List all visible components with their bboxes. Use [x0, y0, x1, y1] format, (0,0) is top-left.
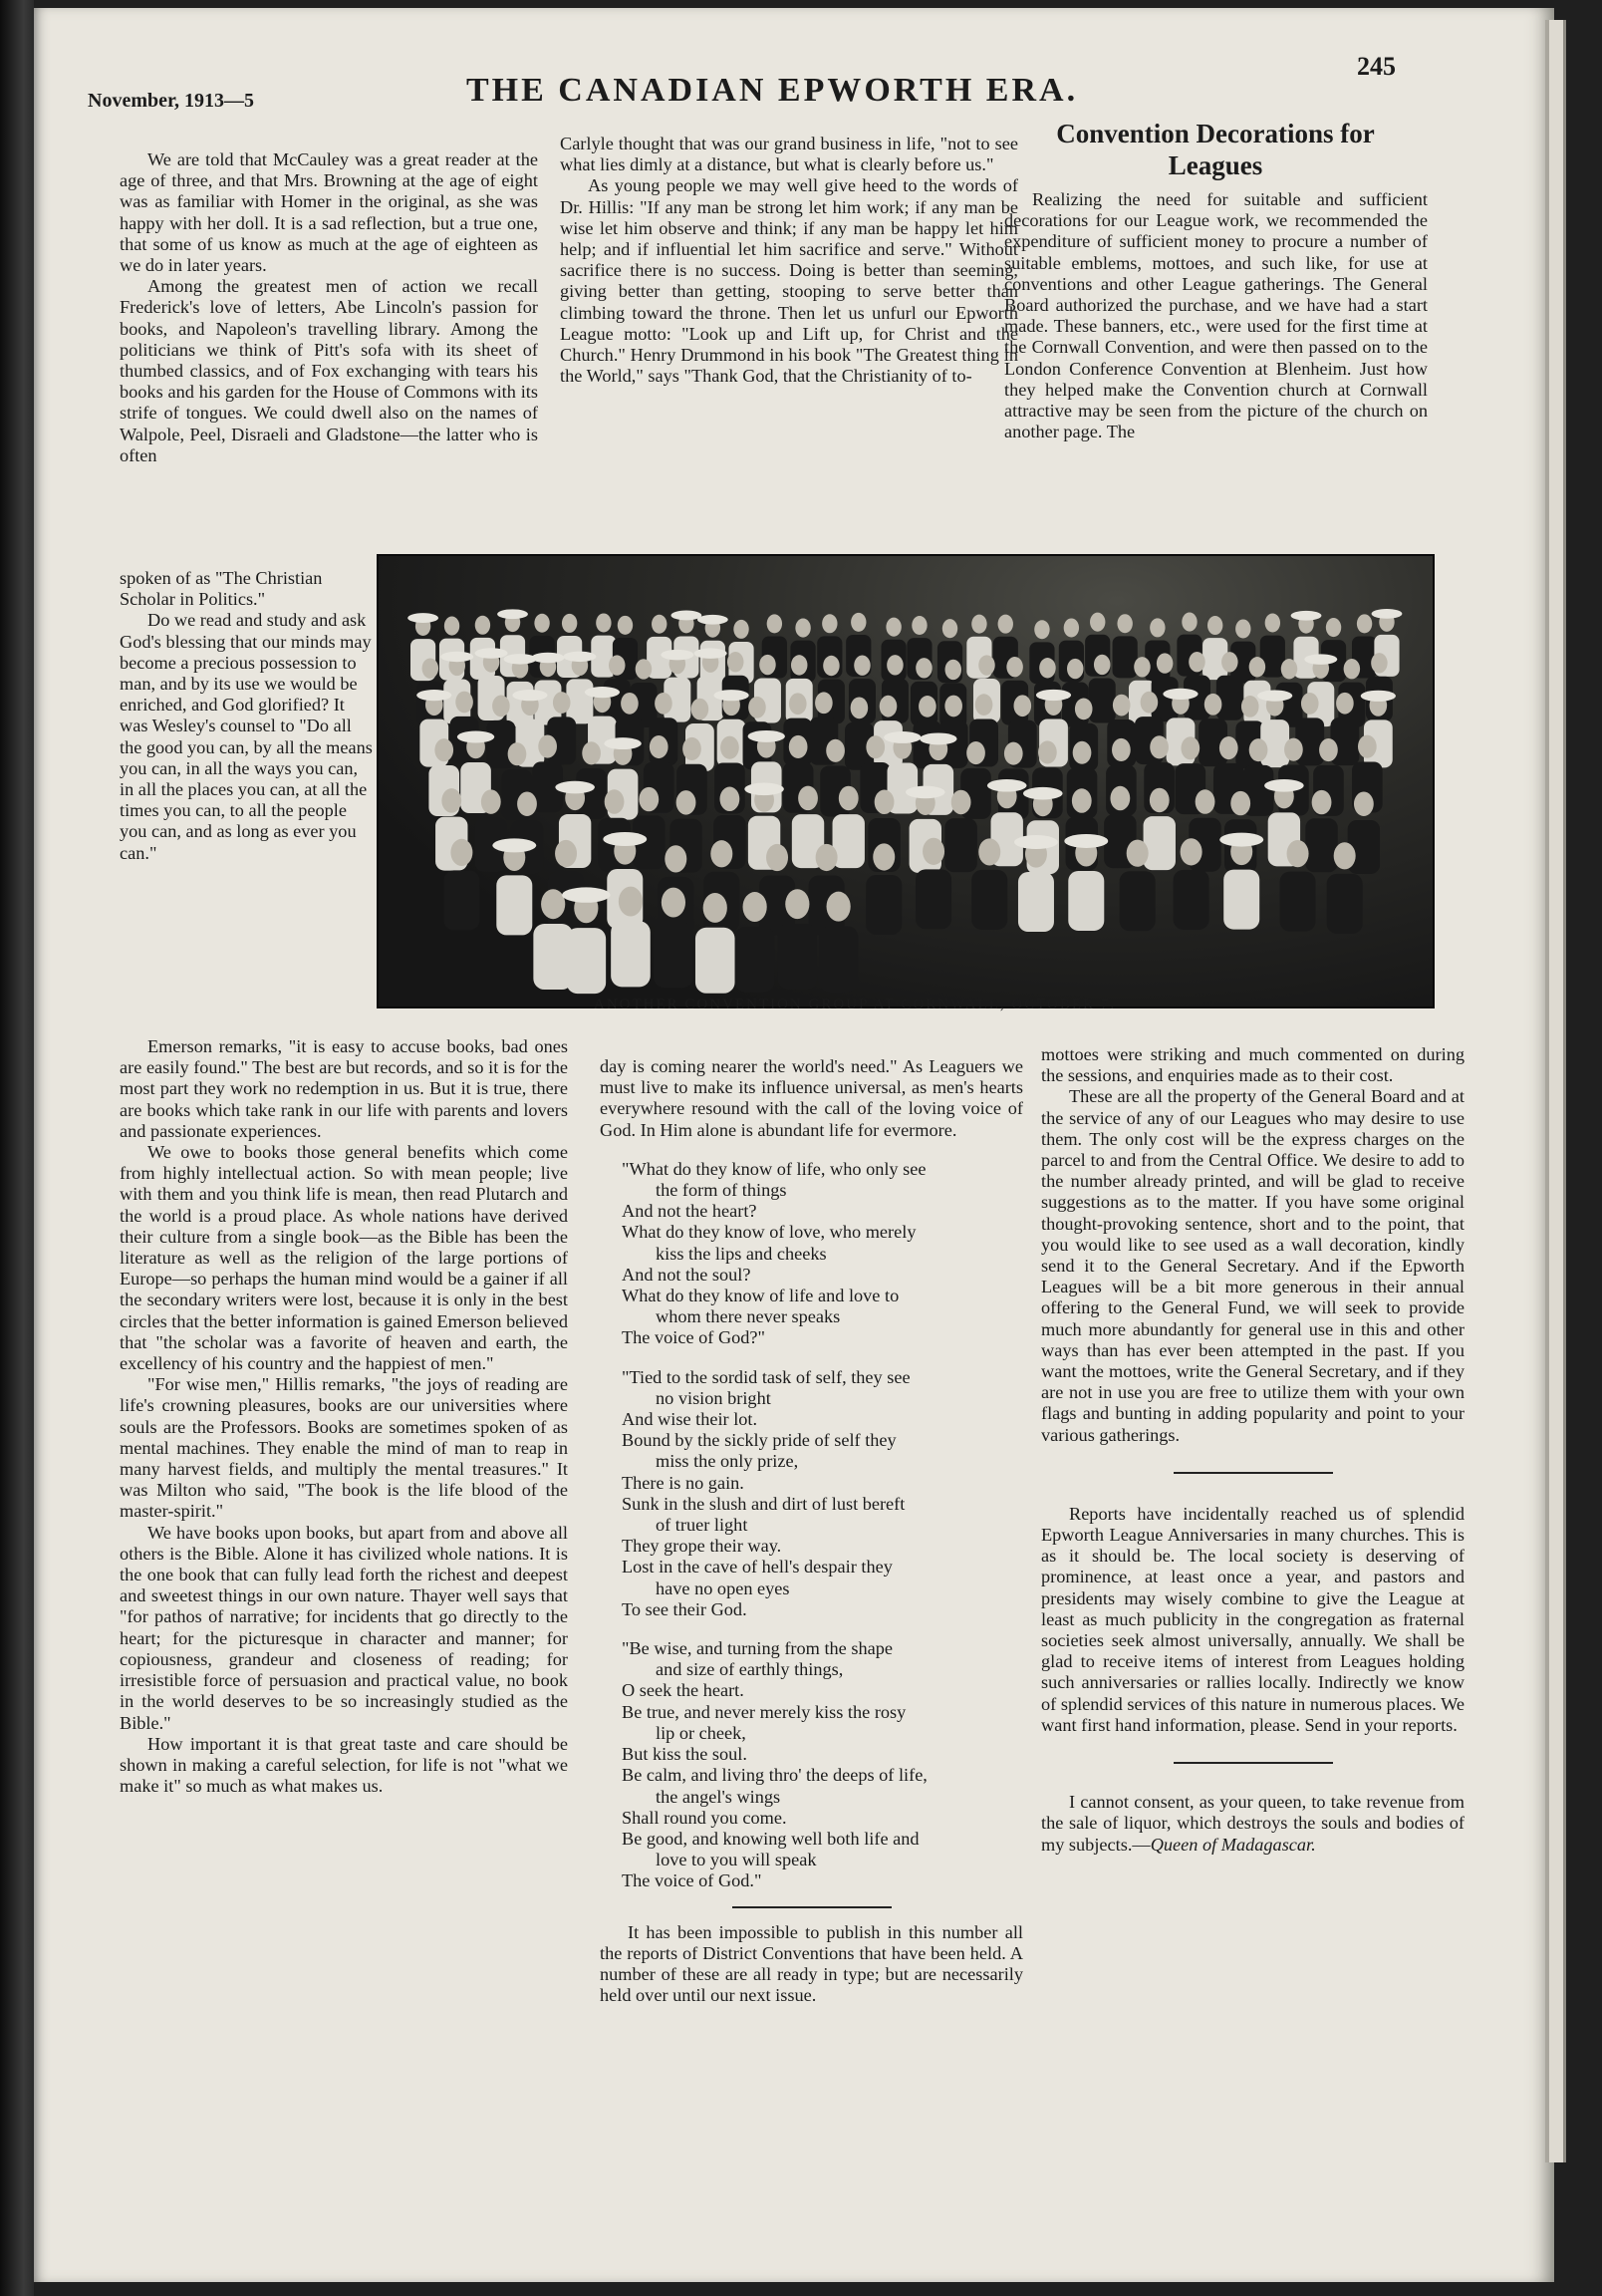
hat: [1304, 654, 1337, 665]
poem-line: Be good, and knowing well both life and: [622, 1828, 920, 1849]
person-face: [1336, 693, 1354, 715]
poem-line: Be true, and never merely kiss the rosy: [622, 1701, 907, 1722]
person-face: [942, 619, 957, 638]
person-body: [819, 926, 859, 992]
poem-line: miss the only prize,: [656, 1451, 799, 1472]
person-body: [443, 870, 479, 930]
person-body: [735, 927, 775, 993]
person-face: [1371, 653, 1388, 673]
paragraph: We owe to books those general benefits which come from highly intellectual action. So with mean people; live with them and you think life is mean, then read Plutarch and the world is a proud place. As whole nations have derived their culture from a single book—as the Bible has been the literature as well as the religion of the large portions of Europe—so perhaps the human mind would be a gainer if all the secondary writers were lost, because it is only in the best circles that the better information is gained Emerson believed that "the scholar was a favorite of heaven and earth, the excellency of his country and the happiest of men.": [120, 1142, 568, 1374]
person-face: [1189, 652, 1205, 672]
person-face: [1113, 695, 1131, 717]
person-face: [1241, 696, 1259, 718]
person-face: [759, 655, 776, 675]
paragraph: Emerson remarks, "it is easy to accuse books, bad ones are easily found." The best are but records, and so it is for the most part they work no redemption in us. But it is true, there are books which take rank in our life with parents and lovers and passionate experiences.: [120, 1036, 568, 1141]
person-face: [1034, 620, 1049, 639]
person-face: [791, 655, 808, 675]
person-body: [916, 869, 951, 929]
person-face: [854, 655, 871, 675]
person-face: [1230, 791, 1250, 815]
paragraph: mottoes were striking and much commented on during the sessions, and enquiries made as to their cost.: [1041, 1044, 1465, 1086]
hat: [562, 887, 610, 902]
person-face: [1004, 742, 1023, 765]
paragraph: How important it is that great taste and care should be shown in making a careful selection, for life is not "what we make it" so much as what makes us.: [120, 1733, 568, 1797]
person-face: [789, 693, 807, 715]
person-face: [1064, 618, 1079, 637]
person-face: [621, 693, 639, 715]
poem-line: lip or cheek,: [656, 1722, 746, 1743]
person-face: [1182, 613, 1197, 632]
person-face: [971, 615, 986, 634]
quote-text: I cannot consent, as your queen, to take revenue from the sale of liquor, which destroys the souls and bodies of my subjects.—: [1041, 1792, 1465, 1855]
person-face: [975, 694, 993, 716]
person-face: [1219, 736, 1238, 759]
person-body: [1174, 870, 1209, 930]
poem-line: "Tied to the sordid task of self, they see: [622, 1366, 911, 1387]
paragraph: We have books upon books, but apart from and above all others is the Bible. Alone it has civilized whole nations. It is the one book that can fully lead forth the richest and deepest and sweetest things in our own nature. Thayer well says that "for pathos of narrative; for incidents that go directly to the heart; for the picturesque in character and manner; for copiousness, grandeur and closeness of reading; for irresistible force of persuasion and practical value, no book in the world deserves to be so increasingly studied as the Bible.": [120, 1522, 568, 1733]
person-body: [971, 870, 1007, 930]
poem-line: They grope their way.: [622, 1536, 782, 1557]
poem-line: the form of things: [656, 1180, 787, 1201]
person-face: [710, 840, 732, 867]
person-face: [798, 786, 818, 810]
poem-line: kiss the lips and cheeks: [656, 1243, 827, 1264]
person-body: [1144, 816, 1176, 870]
hat: [920, 732, 956, 744]
person-face: [851, 697, 869, 718]
person-face: [1265, 613, 1280, 632]
person-face: [618, 616, 633, 635]
person-face: [733, 620, 748, 639]
person-face: [517, 791, 537, 815]
notice-paragraph: It has been impossible to publish in this number all the reports of District Conventions that have been held. A number of these are all ready in type; but are necessarily held over until our next issue.: [600, 1921, 1023, 2006]
paragraph: These are all the property of the General Board and at the service of any of our Leagues who may desire to use them. The only cost will be the express charges on the parcel to and from the Central Office. We desire to add to the number already printed, and will be glad to receive suggestions as to the matter. If you have some original thought-provoking sentence, short and to the point, that you would like to see used as a wall decoration, kindly send it to the General Secretary. And if the Epworth Leagues will be a bit more generous in their annual offering to the General Fund, we will seek to provide much more abundantly for general use in this and other ways than has ever been attempted in the past. If you want the mottoes, write the General Secretary, and if they are not in use you are free to utilize them with your own flags and bunting in adding popularity and point to your various gatherings.: [1041, 1086, 1465, 1445]
person-face: [887, 655, 904, 675]
person-face: [444, 617, 459, 636]
person-face: [1112, 738, 1131, 761]
person-face: [1110, 786, 1130, 810]
person-face: [1181, 838, 1202, 865]
poem-stanza: [600, 1367, 1023, 1620]
person-face: [748, 697, 766, 718]
crowd-figures: [379, 556, 1433, 1006]
poem-line: There is no gain.: [622, 1472, 744, 1493]
person-body: [778, 924, 818, 990]
person-face: [827, 892, 851, 922]
person-face: [655, 693, 672, 715]
person-face: [562, 614, 577, 633]
person-face: [481, 789, 501, 813]
person-face: [1141, 692, 1159, 714]
person-face: [639, 787, 659, 811]
person-face: [703, 893, 727, 923]
person-face: [1150, 618, 1165, 637]
paragraph: Do we read and study and ask God's blessing that our minds may become a precious possession to man, and by its use we would be enriched, and God glorified? It was Wesley's counsel to "Do all the good you can, by all the means you can, in all the ways you can, in all the places you can, at all the times you can, to all the people you can, and as long as ever you can.": [120, 610, 373, 863]
hat: [744, 782, 784, 795]
section-divider: [1174, 1762, 1333, 1764]
person-body: [1280, 872, 1316, 932]
person-face: [596, 613, 611, 632]
page-edge: [1545, 20, 1566, 2162]
poem-line: Be calm, and living thro' the deeps of life,: [622, 1765, 928, 1786]
person-face: [682, 737, 701, 760]
person-face: [816, 844, 838, 871]
person-face: [1090, 613, 1105, 632]
poem-line: "Be wise, and turning from the shape: [622, 1638, 893, 1659]
poem-line: and size of earthly things,: [656, 1659, 844, 1680]
person-body: [1068, 871, 1104, 931]
middle-column-bottom: [600, 1056, 1023, 2006]
hat: [1361, 691, 1396, 702]
person-face: [1235, 619, 1250, 638]
poem: [600, 1159, 1023, 1892]
person-face: [851, 613, 866, 632]
paragraph: Carlyle thought that was our grand business in life, "not to see what lies dimly at a distance, but what is clearly before us.": [560, 134, 1018, 175]
poem-line: But kiss the soul.: [622, 1744, 747, 1765]
person-body: [866, 875, 902, 935]
hat: [1257, 691, 1292, 702]
person-body: [1327, 874, 1363, 934]
right-column-top: [1004, 189, 1428, 442]
person-body: [567, 928, 607, 994]
person-face: [1127, 840, 1149, 867]
hat: [504, 654, 537, 665]
person-body: [944, 818, 976, 872]
person-face: [919, 696, 936, 718]
person-face: [1073, 741, 1092, 764]
person-face: [541, 889, 565, 919]
paragraph: We are told that McCauley was a great reader at the age of three, and that Mrs. Browning at the age of eight was as familiar with Homer in the original, as she was happy with her doll. It is a sad reflection, but a true one, that some of us know as much at the age of eighteen as we do in later years.: [120, 149, 538, 276]
left-column-top: [120, 149, 538, 466]
person-face: [822, 614, 837, 633]
poem-line: of truer light: [656, 1515, 748, 1536]
person-face: [553, 692, 571, 714]
hat: [884, 731, 921, 743]
person-face: [676, 790, 696, 814]
person-face: [1072, 788, 1092, 812]
person-face: [1181, 736, 1200, 759]
person-face: [1301, 693, 1319, 715]
person-face: [1344, 659, 1361, 679]
person-face: [1357, 614, 1372, 633]
hat: [713, 690, 748, 701]
masthead-title: THE CANADIAN EPWORTH ERA.: [466, 72, 1079, 109]
person-face: [839, 786, 859, 810]
person-face: [636, 659, 653, 679]
poem-line: And not the soul?: [622, 1264, 751, 1285]
person-face: [1287, 840, 1309, 867]
person-face: [866, 735, 885, 758]
person-body: [1223, 870, 1259, 930]
group-photograph: [377, 554, 1435, 1008]
paragraph: As young people we may well give heed to the words of Dr. Hillis: "If any man be strong let him work; if any man be wise let him observe and think; if any man be happy let him help; and if influential let him sacrifice and serve." Without sacrifice there is no success. Doing is better than seeming, giving better than getting, stooping to serve better than climbing toward the throne. Then let us unfurl our Epworth League motto: "Look up and Lift up, for Christ and the Church." Henry Drummond in his book "The Greatest thing in the World," says "Thank God, that the Christianity of to-: [560, 175, 1018, 387]
hat: [748, 730, 785, 742]
hat: [604, 737, 641, 749]
person-face: [1207, 616, 1222, 635]
person-face: [998, 615, 1013, 634]
person-face: [1354, 792, 1374, 816]
hat: [1163, 689, 1198, 700]
person-face: [978, 838, 1000, 865]
book-spine: [0, 0, 34, 2296]
poem-line: Lost in the cave of hell's despair they: [622, 1557, 893, 1578]
person-face: [434, 738, 453, 761]
person-face: [605, 789, 625, 813]
person-body: [1305, 818, 1337, 872]
person-face: [538, 734, 557, 757]
hat: [555, 781, 595, 794]
poem-line: Shall round you come.: [622, 1807, 787, 1828]
hat: [1264, 779, 1304, 792]
person-face: [944, 696, 962, 718]
person-face: [945, 660, 962, 680]
person-face: [1117, 614, 1132, 633]
issue-date: November, 1913—5: [88, 90, 255, 112]
person-face: [441, 788, 461, 812]
person-face: [691, 699, 709, 720]
person-face: [1067, 659, 1084, 679]
photo-caption: ANOTHER CONVENTION GROUP AT CORNWALL, OCTOBER 7.: [594, 997, 1117, 1012]
person-face: [1075, 698, 1093, 719]
person-face: [1281, 659, 1298, 679]
person-face: [422, 658, 439, 678]
person-body: [1120, 871, 1156, 931]
hat: [1372, 609, 1403, 619]
person-face: [1221, 652, 1238, 672]
person-face: [785, 889, 809, 919]
hat: [497, 609, 528, 619]
person-body: [496, 875, 532, 935]
hat: [1291, 611, 1322, 621]
hat: [585, 687, 620, 698]
hat: [1064, 834, 1108, 848]
section-divider: [732, 1906, 892, 1908]
hat: [563, 652, 596, 663]
poem-line: And not the heart?: [622, 1201, 757, 1222]
poem-line: have no open eyes: [656, 1578, 790, 1598]
person-face: [1334, 842, 1356, 869]
person-body: [695, 928, 735, 994]
person-face: [886, 618, 901, 637]
right-column-bottom: [1041, 1044, 1465, 1856]
quote-paragraph: [1041, 1792, 1465, 1856]
poem-line: O seek the heart.: [622, 1680, 744, 1701]
hat: [475, 648, 508, 659]
person-face: [455, 692, 473, 714]
poem-line: love to you will speak: [656, 1850, 817, 1870]
person-face: [492, 696, 510, 718]
paragraph: Among the greatest men of action we recall Frederick's love of letters, Abe Lincoln's passion for books, and Napoleon's travelling library. Among the politicians we think of Pitt's sofa with its sheet of thumbed classics, and of Fox exchanging with tears his books and his garden for the House of Commons with its strife of tongues. We could dwell also on the names of Walpole, Peel, Disraeli and Gladstone—the latter who is often: [120, 276, 538, 465]
person-face: [1284, 738, 1303, 761]
page-number: 245: [1357, 52, 1396, 81]
poem-stanza: [600, 1159, 1023, 1349]
reports-paragraph: Reports have incidentally reached us of splendid Epworth League Anniversaries in many churches. This is as it should be. The local society is deserving of prominence, at least once a year, and pastors and presidents may wisely combine to give the League at least as much publicity in the congregation as fraternal societies seek almost universally, annually. We shall be glad to receive items of interest from Leagues holding such anniversaries or rallies locally. Indirectly we know of splendid services of this nature in numerous places. We want first hand information, please. Send in your reports.: [1041, 1503, 1465, 1735]
person-face: [1196, 789, 1215, 813]
person-face: [743, 892, 767, 922]
person-face: [582, 741, 601, 764]
hat: [694, 648, 727, 659]
hat: [1219, 833, 1263, 847]
person-face: [1094, 655, 1111, 675]
person-face: [508, 742, 527, 765]
person-face: [1319, 738, 1338, 761]
poem-line: To see their God.: [622, 1598, 747, 1619]
person-face: [727, 652, 744, 672]
person-body: [611, 921, 651, 987]
poem-line: Bound by the sickly pride of self they: [622, 1430, 897, 1451]
poem-line: The voice of God?": [622, 1327, 766, 1348]
person-face: [720, 736, 739, 759]
poem-line: What do they know of love, who merely: [622, 1222, 917, 1243]
person-face: [923, 838, 944, 865]
hat: [1014, 835, 1058, 849]
person-body: [1089, 678, 1116, 722]
person-face: [873, 843, 895, 870]
middle-column-top: [560, 134, 1018, 387]
hat: [457, 731, 494, 743]
person-face: [1038, 740, 1057, 763]
person-face: [978, 655, 995, 675]
person-face: [766, 844, 788, 871]
article-headline: Convention Decorations for Leagues: [1056, 119, 1375, 180]
person-face: [720, 787, 740, 811]
poem-line: What do they know of life and love to: [622, 1286, 900, 1306]
hat: [440, 652, 473, 663]
person-face: [789, 735, 808, 758]
poem-line: And wise their lot.: [622, 1409, 758, 1430]
person-face: [1150, 788, 1170, 812]
person-body: [1018, 872, 1054, 932]
person-face: [823, 656, 840, 676]
hat: [987, 779, 1027, 792]
person-face: [609, 655, 626, 675]
person-face: [1312, 790, 1332, 814]
poem-line: whom there never speaks: [656, 1306, 841, 1327]
poem-line: "What do they know of life, who only see: [622, 1158, 927, 1179]
person-body: [654, 922, 693, 988]
person-face: [875, 790, 895, 814]
quote-attribution: Queen of Madagascar.: [1150, 1834, 1316, 1855]
paragraph: "For wise men," Hillis remarks, "the joys of reading are life's crowning pleasures, books are our universities where souls are the Professors. Books are sometimes spoken of as mental machines. They enable the mind of man to reap in many harvest fields, and multiply the mental treasures." It was Milton who said, "The book is the life blood of the master-spirit.": [120, 1374, 568, 1522]
person-face: [795, 619, 810, 638]
person-face: [966, 741, 985, 764]
person-face: [652, 615, 667, 634]
person-face: [767, 614, 782, 633]
person-face: [534, 614, 549, 633]
hat: [697, 615, 728, 625]
hat: [1036, 690, 1071, 701]
poem-line: no vision bright: [656, 1387, 771, 1408]
person-face: [1326, 618, 1341, 637]
person-body: [1113, 636, 1138, 678]
person-face: [1358, 735, 1377, 758]
person-face: [1249, 738, 1268, 761]
person-face: [650, 735, 668, 758]
hat: [531, 653, 564, 664]
person-face: [1204, 694, 1222, 716]
left-column-side: [120, 568, 374, 864]
person-face: [826, 739, 845, 762]
paragraph: day is coming nearer the world's need." As Leaguers we must live to make its influence universal, as men's hearts everywhere resound with the call of the loving voice of God. In Him alone is abundant life for evermore.: [600, 1056, 1023, 1140]
hat: [661, 650, 693, 661]
person-face: [912, 616, 927, 635]
person-face: [916, 658, 933, 678]
poem-line: the angel's wings: [656, 1786, 781, 1807]
person-face: [662, 888, 685, 918]
person-face: [450, 839, 472, 866]
person-face: [815, 692, 833, 714]
poem-line: Sunk in the slush and dirt of lust bereft: [622, 1493, 906, 1514]
hat: [906, 786, 945, 799]
section-divider: [1174, 1472, 1333, 1474]
person-face: [951, 790, 971, 814]
person-face: [1134, 657, 1151, 677]
person-face: [880, 696, 898, 718]
left-column-bottom: [120, 1036, 568, 1797]
person-face: [1013, 695, 1031, 717]
hat: [407, 613, 438, 623]
paragraph: spoken of as "The Christian Scholar in Politics.": [120, 568, 323, 610]
person-face: [555, 840, 577, 867]
hat: [416, 690, 451, 701]
hat: [670, 611, 701, 621]
person-face: [1157, 653, 1174, 673]
poem-line: The voice of God.": [622, 1870, 762, 1891]
person-face: [1150, 735, 1169, 758]
person-face: [475, 616, 490, 635]
person-face: [1039, 658, 1056, 678]
person-face: [1006, 657, 1023, 677]
hat: [603, 832, 647, 846]
hat: [1023, 787, 1063, 800]
hat: [492, 838, 536, 852]
person-face: [1249, 657, 1266, 677]
person-body: [1216, 676, 1243, 720]
person-face: [665, 845, 686, 872]
poem-stanza: [600, 1638, 1023, 1891]
person-face: [619, 887, 643, 917]
hat: [512, 690, 547, 701]
paragraph: Realizing the need for suitable and sufficient decorations for our League work, we recommended the expenditure of sufficient money to procure a number of suitable emblems, mottoes, and such like, for use at conventions and other League gatherings. The General Board authorized the purchase, and we have had a start made. These banners, etc., were used for the first time at the Cornwall Convention, and were then passed on to the London Conference Convention at Blenheim. Just how they helped make the Convention church at Cornwall attractive may be seen from the picture of the church on another page. The: [1004, 189, 1428, 442]
